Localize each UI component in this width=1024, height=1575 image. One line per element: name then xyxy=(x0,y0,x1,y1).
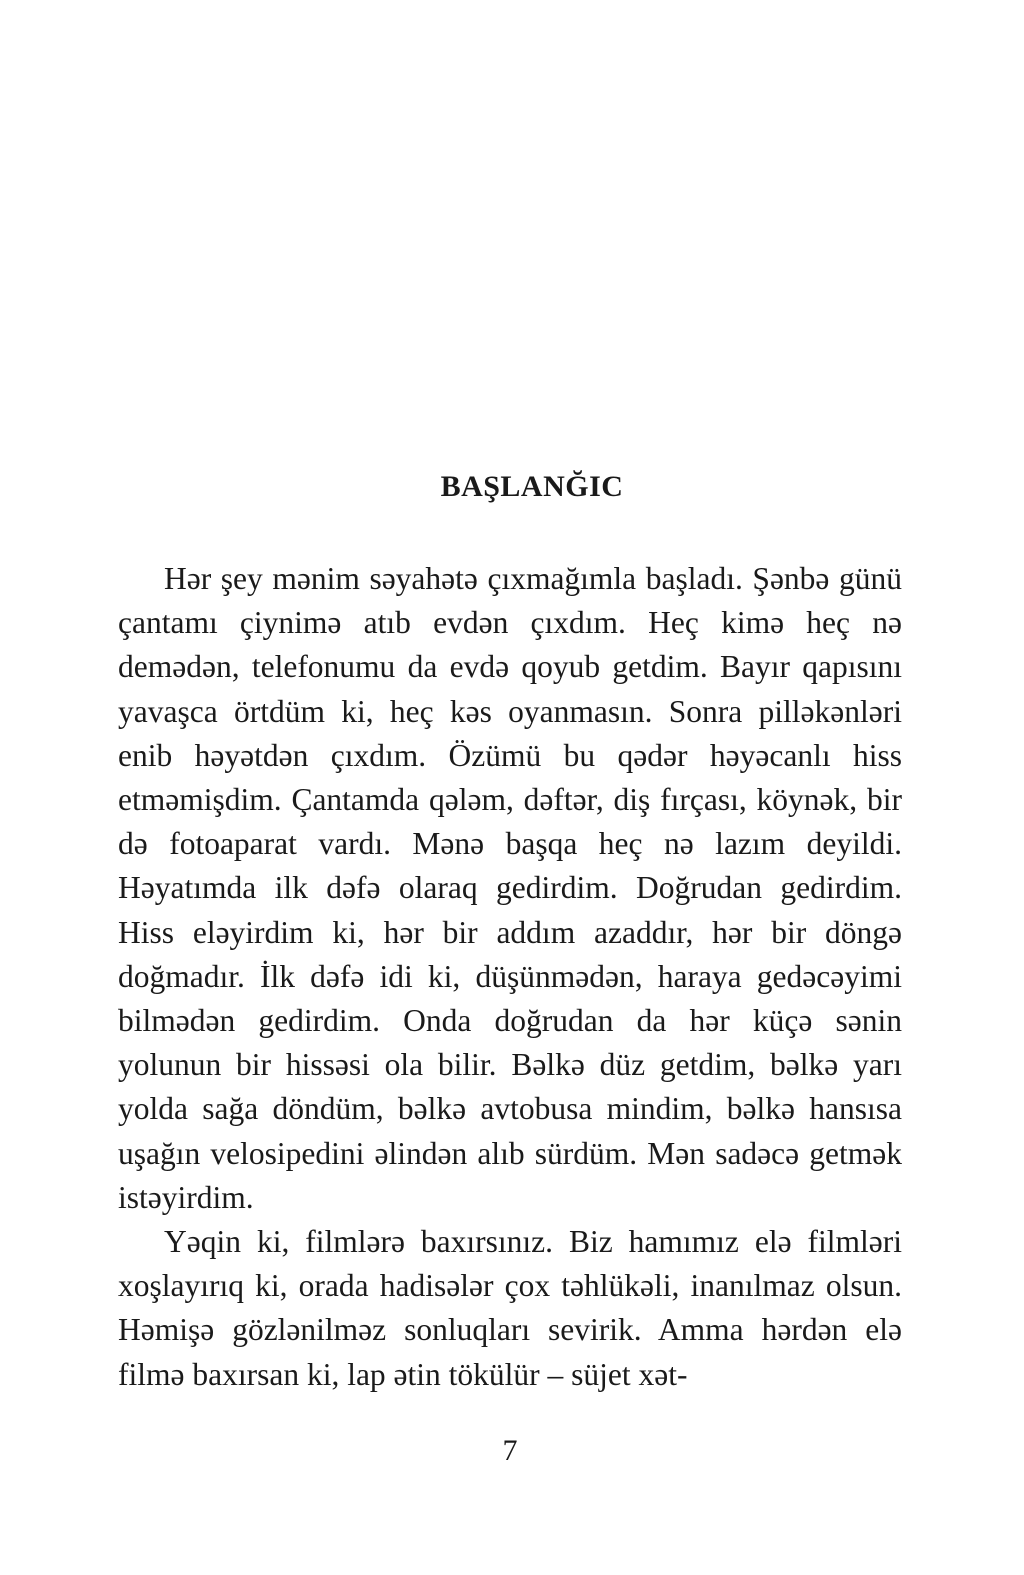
body-text xyxy=(118,557,902,1397)
page-number: 7 xyxy=(502,1434,518,1467)
paragraph-2: Yəqin ki, filmlərə baxırsınız. Biz hamımız elə filmləri xoşlayırıq ki, orada hadisələr çox təhlükəli, inanılmaz olsun. Həmişə gözlənilməz sonluqları sevirik. Amma hərdən elə filmə baxırsan ki, lap ətin tökülür – süjet xət- xyxy=(118,1224,902,1392)
paragraph-1: Hər şey mənim səyahətə çıxmağımla başladı. Şənbə günü çantamı çiynimə atıb evdən çıxdım. Heç kimə heç nə demədən, telefonumu da evdə qoyub getdim. Bayır qapısını yavaşca örtdüm ki, heç kəs oyanmasın. Sonra pilləkənləri enib həyətdən çıxdım. Özümü bu qədər həyəcanlı hiss etməmişdim. Çantamda qələm, dəftər, diş fırçası, köynək, bir də fotoaparat vardı. Mənə başqa heç nə lazım deyildi. Həyatımda ilk dəfə olaraq gedirdim. Doğrudan gedirdim. Hiss eləyirdim ki, hər bir addım azaddır, hər bir döngə doğmadır. İlk dəfə idi ki, düşünmədən, haraya gedəcəyimi bilmədən gedirdim. Onda doğrudan da hər küçə sənin yolunun bir hissəsi ola bilir. Bəlkə düz getdim, bəlkə yarı yolda sağa döndüm, bəlkə avtobusa mindim, bəlkə hansısa uşağın velosipedini əlindən alıb sürdüm. Mən sadəcə getmək istəyirdim. xyxy=(118,561,902,1215)
chapter-title: BAŞLANĞIC xyxy=(440,470,624,503)
